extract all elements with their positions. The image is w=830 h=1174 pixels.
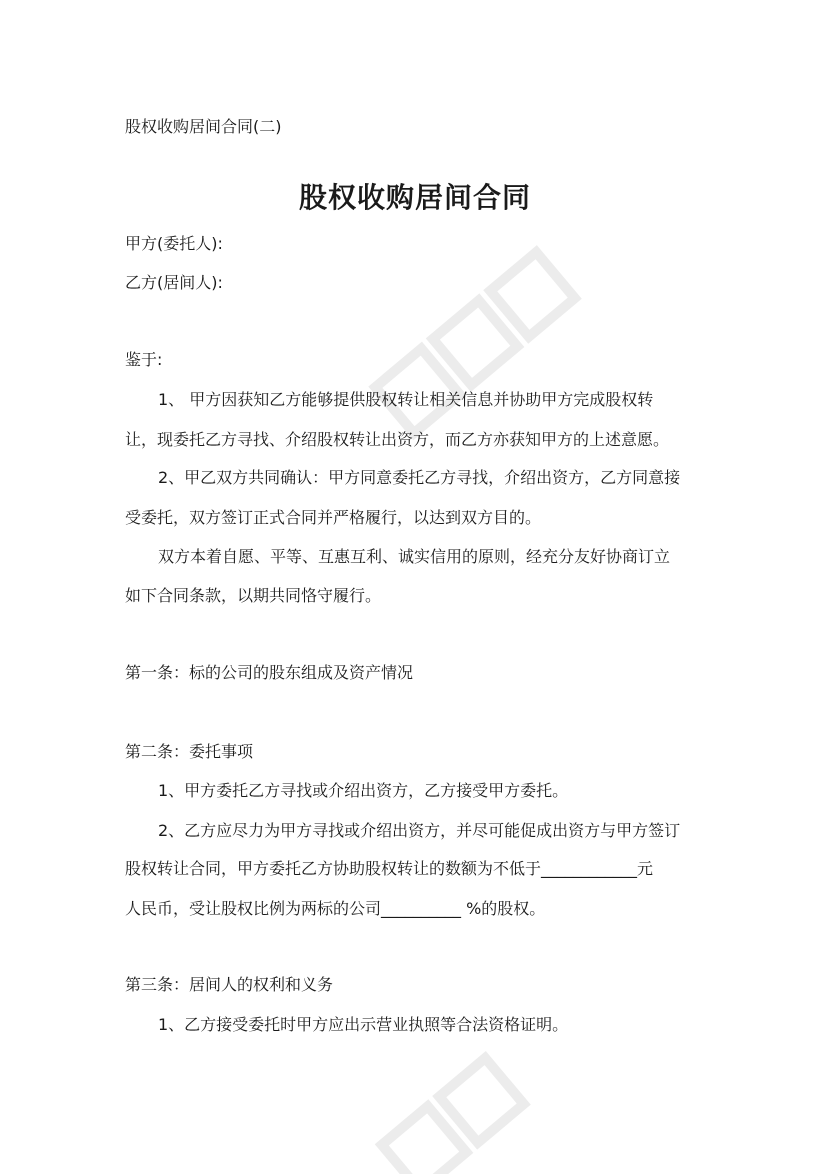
recital-2-line-2: 受委托，双方签订正式合同并严格履行，以达到双方目的。 bbox=[125, 508, 542, 527]
watermark-mark-2 bbox=[433, 300, 518, 385]
document-header: 股权收购居间合同(二) bbox=[125, 117, 282, 136]
recital-2-line-1: 2、甲乙双方共同确认：甲方同意委托乙方寻找，介绍出资方，乙方同意接 bbox=[158, 468, 681, 487]
article-2-item-1: 1、甲方委托乙方寻找或介绍出资方，乙方接受甲方委托。 bbox=[158, 781, 569, 800]
party-b-label: 乙方(居间人): bbox=[125, 273, 223, 292]
document-title: 股权收购居间合同 bbox=[298, 181, 531, 214]
article-3-item-1: 1、乙方接受委托时甲方应出示营业执照等合法资格证明。 bbox=[158, 1015, 569, 1034]
watermark-mark-3 bbox=[490, 252, 575, 337]
whereas-heading: 鉴于: bbox=[125, 350, 163, 369]
recital-1-line-2: 让，现委托乙方寻找、介绍股权转让出资方，而乙方亦获知甲方的上述意愿。 bbox=[125, 430, 670, 449]
principle-line-1: 双方本着自愿、平等、互惠互利、诚实信用的原则，经充分友好协商订立 bbox=[158, 547, 671, 566]
article-2-item-2-line-3: 人民币，受让股权比例为两标的公司__________ %的股权。 bbox=[125, 899, 546, 918]
watermark-mark-4 bbox=[382, 1106, 467, 1174]
party-a-label: 甲方(委托人): bbox=[125, 234, 223, 253]
watermark-mark-5 bbox=[439, 1058, 524, 1143]
article-2-item-2-line-2: 股权转让合同，甲方委托乙方协助股权转让的数额为不低于____________元 bbox=[125, 859, 654, 878]
principle-line-2: 如下合同条款，以期共同恪守履行。 bbox=[125, 586, 382, 605]
article-2-title: 第二条：委托事项 bbox=[125, 742, 254, 761]
article-2-item-2-line-1: 2、乙方应尽力为甲方寻找或介绍出资方，并尽可能促成出资方与甲方签订 bbox=[158, 821, 681, 840]
article-1-title: 第一条：标的公司的股东组成及资产情况 bbox=[125, 663, 414, 682]
article-3-title: 第三条：居间人的权利和义务 bbox=[125, 975, 334, 994]
recital-1-line-1: 1、 甲方因获知乙方能够提供股权转让相关信息并协助甲方完成股权转 bbox=[158, 390, 654, 409]
